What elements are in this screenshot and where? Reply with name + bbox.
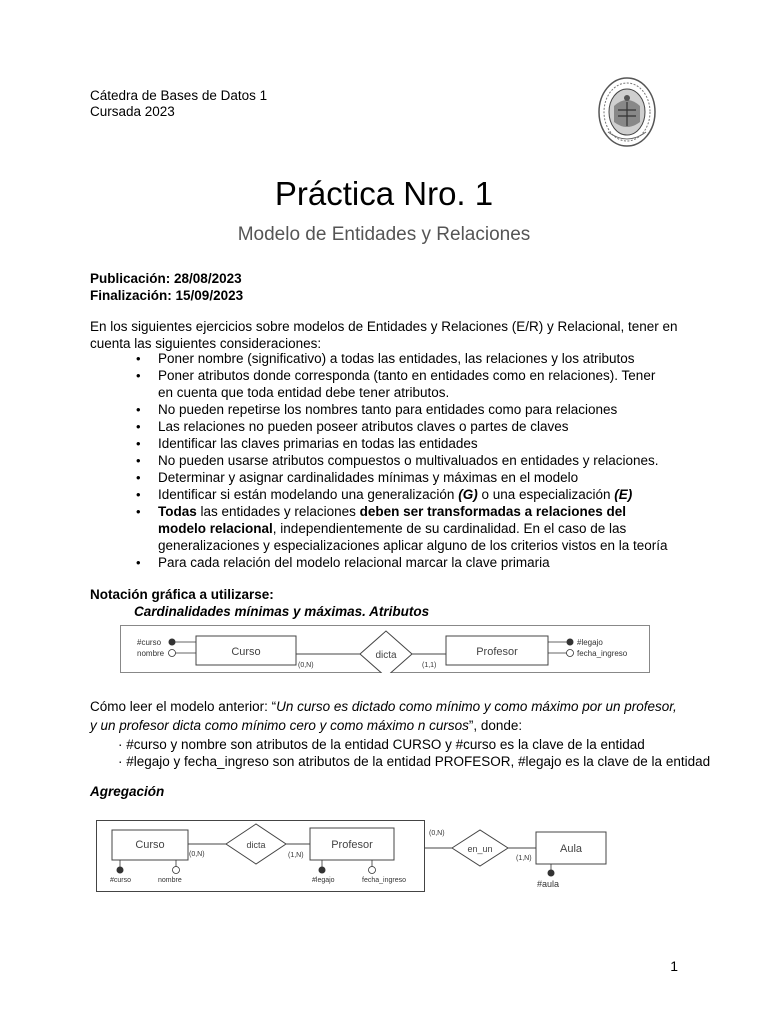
key-attribute-icon	[567, 639, 574, 646]
finalization-label: Finalización:	[90, 288, 172, 303]
list-item: • Determinar y asignar cardinalidades mínimas y máximas en el modelo	[134, 469, 674, 486]
attribute-label: #legajo	[577, 638, 603, 647]
entity-label: Curso	[135, 839, 165, 851]
cardinality-label: (0,N)	[189, 851, 205, 858]
relation-label: en_un	[467, 844, 493, 854]
considerations-list	[134, 350, 674, 571]
attribute-label: fecha_ingreso	[362, 877, 406, 884]
attribute-label: nombre	[137, 649, 165, 658]
list-item-bold: deben ser transformadas a relaciones del modelo relacional	[158, 504, 626, 536]
notation-subheading: Cardinalidades mínimas y máximas. Atributos	[134, 604, 430, 619]
reading-text: Cómo leer el modelo anterior: “	[90, 699, 277, 714]
attribute-icon	[567, 650, 574, 657]
specialization-marker: (E)	[614, 487, 633, 502]
reading-text: ”, donde:	[468, 718, 523, 733]
attribute-label: #aula	[537, 879, 560, 889]
page-subtitle: Modelo de Entidades y Relaciones	[237, 224, 531, 245]
er-diagram-cardinalities	[120, 625, 650, 673]
attribute-label: #curso	[110, 877, 132, 884]
cardinality-label: (1,N)	[516, 855, 532, 862]
attribute-icon	[369, 867, 376, 874]
attribute-label: #legajo	[312, 877, 335, 884]
list-item-text: Identificar si están modelando una generalización	[158, 487, 459, 502]
publication-label: Publicación:	[90, 271, 171, 286]
list-item-text: o una especialización	[477, 487, 615, 502]
list-item: • Poner nombre (significativo) a todas las entidades, las relaciones y los atributos	[134, 350, 674, 367]
attribute-icon	[169, 650, 176, 657]
entity-label: Profesor	[476, 646, 518, 658]
attribute-label: #curso	[137, 638, 162, 647]
list-item	[134, 503, 674, 554]
notation-heading: Notación gráfica a utilizarse:	[90, 587, 274, 602]
er-diagram-aggregation	[96, 818, 616, 894]
page-number: 1	[670, 958, 678, 974]
reading-detail-2: · #legajo y fecha_ingreso son atributos de la entidad PROFESOR, #legajo es la clave de la entidad	[118, 754, 711, 769]
publication-date	[90, 270, 242, 287]
course-name: Cátedra de Bases de Datos 1	[90, 88, 268, 103]
key-attribute-icon	[117, 867, 124, 874]
cardinality-label: (1,1)	[422, 662, 437, 669]
university-seal-icon	[596, 76, 658, 148]
list-item-bold: Todas	[158, 504, 197, 519]
cardinality-label: (0,N)	[298, 662, 314, 669]
key-attribute-icon	[169, 639, 176, 646]
cardinality-label: (0,N)	[429, 830, 445, 837]
course-year: Cursada 2023	[90, 104, 175, 119]
cardinality-label: (1,N)	[288, 852, 304, 859]
intro-paragraph: En los siguientes ejercicios sobre modelos de Entidades y Relaciones (E/R) y Relacional, tener en cuenta las siguientes consideraciones:	[90, 319, 678, 351]
list-item: • No pueden usarse atributos compuestos o multivaluados en entidades y relaciones.	[134, 452, 674, 469]
attribute-label: fecha_ingreso	[577, 649, 628, 658]
list-item: • No pueden repetirse los nombres tanto para entidades como para relaciones	[134, 401, 674, 418]
reading-quote: Un curso es dictado como mínimo y como máximo por un profesor, y un profesor dicta como mínimo cero y como máximo n cursos	[90, 699, 677, 733]
reading-explanation	[90, 697, 686, 735]
generalization-marker: (G)	[458, 487, 478, 502]
key-attribute-icon	[319, 867, 326, 874]
publication-value: 28/08/2023	[174, 271, 242, 286]
aggregation-heading: Agregación	[90, 784, 165, 799]
finalization-date	[90, 287, 243, 304]
reading-detail-1: · #curso y nombre son atributos de la entidad CURSO y #curso es la clave de la entidad	[118, 737, 645, 752]
list-item: • Para cada relación del modelo relacional marcar la clave primaria	[134, 554, 674, 571]
page-title: Práctica Nro. 1	[274, 175, 494, 212]
list-item-text: , independientemente de su cardinalidad. En el caso de las generalizaciones y especializaciones aplicar alguno de los criterios vistos en la teoría	[158, 521, 668, 553]
entity-label: Aula	[559, 843, 583, 855]
finalization-value: 15/09/2023	[175, 288, 244, 303]
relation-label: dicta	[375, 650, 397, 661]
list-item-text: las entidades y relaciones	[196, 504, 360, 519]
entity-label: Curso	[231, 646, 261, 658]
list-item: • Identificar las claves primarias en todas las entidades	[134, 435, 674, 452]
list-item	[134, 486, 674, 503]
list-item: • Las relaciones no pueden poseer atributos claves o partes de claves	[134, 418, 674, 435]
attribute-label: nombre	[158, 877, 182, 884]
attribute-icon	[173, 867, 180, 874]
key-attribute-icon	[548, 870, 555, 877]
list-item: • Poner atributos donde corresponda (tanto en entidades como en relaciones). Tener en cuenta que toda entidad debe tener atributos.	[134, 367, 674, 401]
entity-label: Profesor	[331, 839, 373, 851]
relation-label: dicta	[246, 840, 266, 850]
